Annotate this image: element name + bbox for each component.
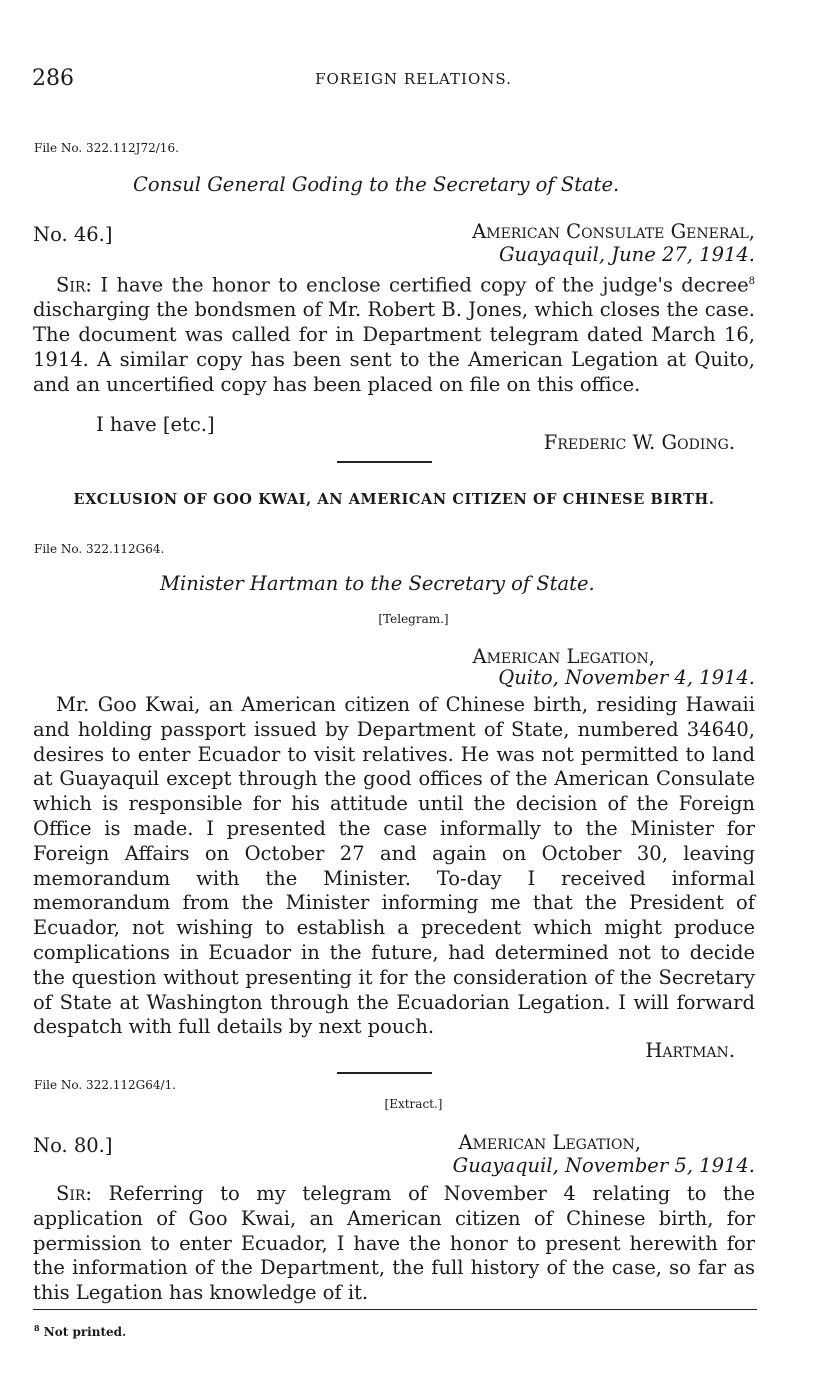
telegram-body: Mr. Goo Kwai, an American citizen of Chinese birth, residing Hawaii and holding passport issued by Department of State, numbered 34640, desires to enter Ecuador to visit relatives. He was not permitted to land at Guayaquil except through the good offices of the American Consulate which is responsible for his attitude until the decision of the Foreign Office is made. I presented the case informally to the Minister for Foreign Affairs on October 27 and again on October 30, leaving memorandum with the Minister. To-day I received informal memorandum from the Minister informing me that the President of Ecuador, not wishing to establish a precedent which might produce complications in Ecuador in the future, had determined not to decide the question without presenting it for the consideration of the Secretary of State at Washington through the Ecuadorian Legation. I will forward despatch with full details by next pouch. xyxy=(33,693,755,1039)
letter-body xyxy=(33,1182,755,1306)
salutation: Sir: xyxy=(56,1182,92,1205)
footnote xyxy=(34,1323,126,1339)
signature: Hartman. xyxy=(645,1039,735,1062)
file-number: File No. 322.112G64/1. xyxy=(34,1078,177,1092)
dateline-date: Guayaquil, November 5, 1914. xyxy=(452,1154,755,1177)
despatch-number: No. 46.] xyxy=(33,223,113,246)
page-number: 286 xyxy=(32,66,74,91)
footnote-reference: 8 xyxy=(748,276,755,287)
section-heading: EXCLUSION OF GOO KWAI, AN AMERICAN CITIZEN OF CHINESE BIRTH. xyxy=(73,491,715,508)
dateline-place: American Legation, xyxy=(472,645,655,668)
document-title: Minister Hartman to the Secretary of State. xyxy=(160,572,595,595)
footnote-rule xyxy=(33,1309,757,1310)
despatch-number: No. 80.] xyxy=(33,1134,113,1157)
section-divider xyxy=(337,1072,432,1074)
signature: Frederic W. Goding. xyxy=(543,431,735,454)
body-text-b: discharging the bondsmen of Mr. Robert B. Jones, which closes the case. The document was called for in Department telegram dated March 16, 1914. A similar copy has been sent to the American Legation at Quito, and an uncertified copy has been placed on file on this office. xyxy=(33,298,755,396)
salutation: Sir: xyxy=(56,273,92,297)
section-divider xyxy=(337,461,432,463)
file-number: File No. 322.112J72/16. xyxy=(34,141,179,155)
document-note: [Extract.] xyxy=(384,1097,443,1111)
footnote-marker: 8 xyxy=(34,1323,40,1333)
body-text: Referring to my telegram of November 4 relating to the application of Goo Kwai, an American citizen of Chinese birth, for permission to enter Ecuador, I have the honor to present herewith for the information of the Department, the full history of the case, so far as this Legation has knowledge of it. xyxy=(33,1182,755,1305)
document-note: [Telegram.] xyxy=(378,612,449,626)
closing: I have [etc.] xyxy=(96,413,215,436)
document-title: Consul General Goding to the Secretary of State. xyxy=(133,173,620,196)
running-title: FOREIGN RELATIONS. xyxy=(315,70,512,88)
dateline-date: Guayaquil, June 27, 1914. xyxy=(498,243,755,266)
dateline-place: American Consulate General, xyxy=(472,220,755,243)
footnote-text: Not printed. xyxy=(43,1325,127,1339)
dateline-place: American Legation, xyxy=(458,1131,641,1154)
body-text-a: I have the honor to enclose certified copy of the judge's decree xyxy=(92,273,749,297)
letter-body xyxy=(33,270,755,397)
dateline-date: Quito, November 4, 1914. xyxy=(498,666,755,689)
file-number: File No. 322.112G64. xyxy=(34,542,165,556)
